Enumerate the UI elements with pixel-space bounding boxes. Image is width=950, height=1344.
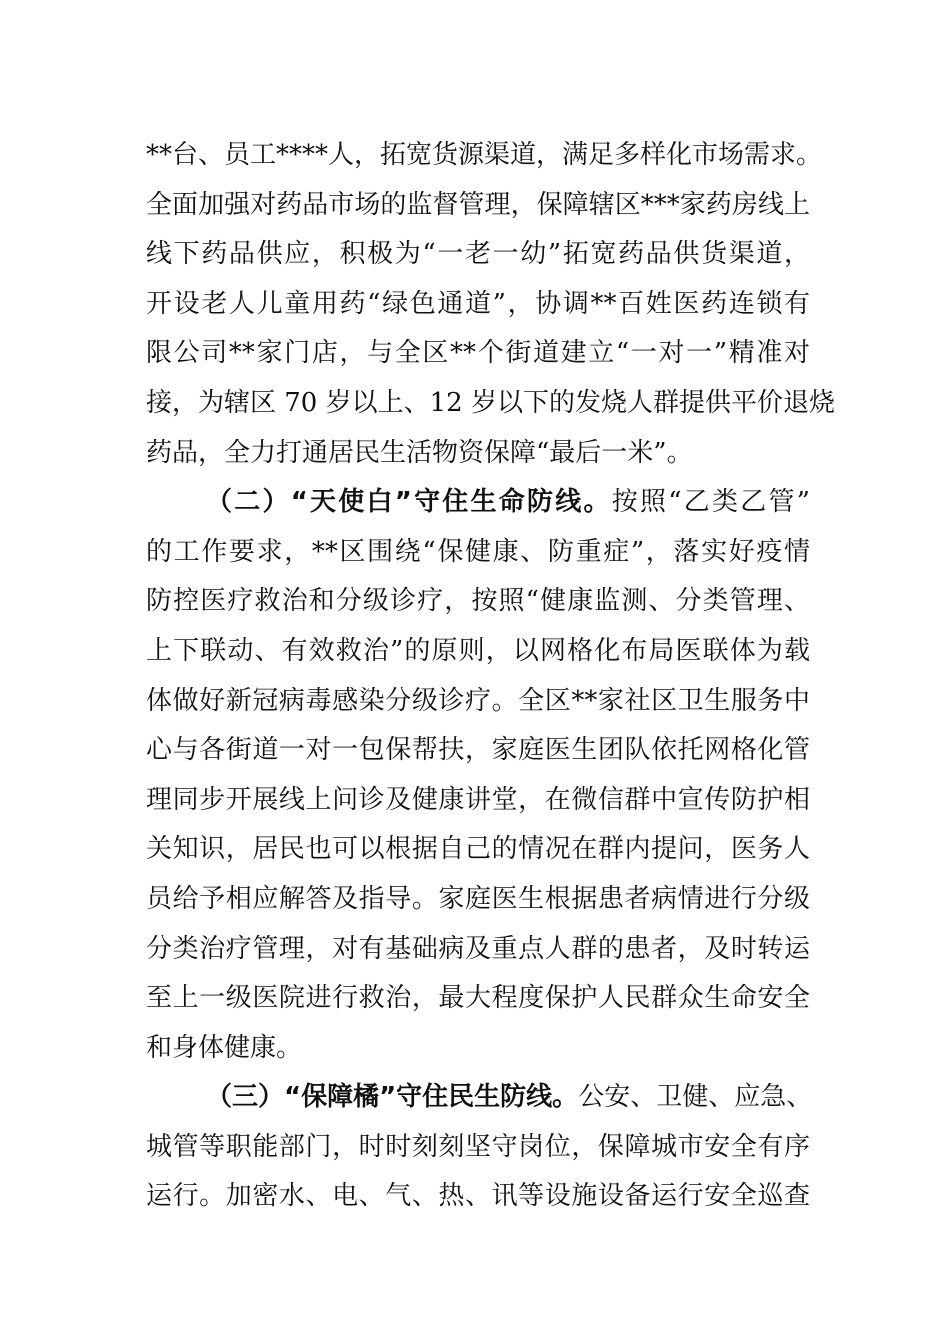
- paragraph-text: 按照“乙类乙管”: [611, 487, 810, 518]
- paragraph-text: 公安、卫健、应急、: [578, 1082, 813, 1113]
- paragraph-line: 运行。加密水、电、气、热、讯等设施设备运行安全巡查: [146, 1181, 810, 1212]
- paragraph-2: [146, 478, 810, 1073]
- paragraph-line: 线下药品供应，积极为“一老一幼”拓宽药品供货渠道，: [146, 239, 810, 270]
- paragraph-line: 理同步开展线上问诊及健康讲堂，在微信群中宣传防护相: [146, 784, 810, 815]
- paragraph-line: 城管等职能部门，时时刻刻坚守岗位，保障城市安全有序: [146, 1131, 810, 1162]
- paragraph-line: 接，为辖区 70 岁以上、12 岁以下的发烧人群提供平价退烧: [146, 387, 835, 418]
- section-heading: （二）“天使白”守住生命防线。: [206, 487, 612, 518]
- paragraph-line: **台、员工****人，拓宽货源渠道，满足多样化市场需求。: [146, 140, 823, 170]
- paragraph-line: 和身体健康。: [146, 1032, 303, 1063]
- paragraph-line: 体做好新冠病毒感染分级诊疗。全区**家社区卫生服务中: [146, 685, 810, 716]
- paragraph-line: 的工作要求，**区围绕“保健康、防重症”，落实好疫情: [146, 536, 810, 567]
- paragraph-line: 全面加强对药品市场的监督管理，保障辖区***家药房线上: [146, 189, 810, 220]
- paragraph-line: 员给予相应解答及指导。家庭医生根据患者病情进行分级: [146, 883, 810, 914]
- paragraph-line: 开设老人儿童用药“绿色通道”，协调**百姓医药连锁有: [146, 288, 810, 319]
- paragraph-line: 上下联动、有效救治”的原则，以网格化布局医联体为载: [146, 635, 810, 666]
- section-heading: （三）“保障橘”守住民生防线。: [206, 1082, 579, 1113]
- paragraph-line: 关知识，居民也可以根据自己的情况在群内提问，医务人: [146, 834, 810, 865]
- paragraph-3: [146, 1073, 813, 1222]
- paragraph-first-line: [146, 478, 810, 528]
- paragraph-line: 药品，全力打通居民生活物资保障“最后一米”。: [146, 437, 693, 468]
- paragraph-line: 限公司**家门店，与全区**个街道建立“一对一”精准对: [146, 338, 810, 369]
- document-body: [146, 131, 835, 1222]
- paragraph-line: 心与各街道一对一包保帮扶，家庭医生团队依托网格化管: [146, 735, 810, 766]
- paragraph-line: 分类治疗管理，对有基础病及重点人群的患者，及时转运: [146, 933, 810, 964]
- paragraph-first-line: [146, 1073, 813, 1123]
- paragraph-line: 防控医疗救治和分级诊疗，按照“健康监测、分类管理、: [146, 586, 810, 617]
- paragraph-line: 至上一级医院进行救治，最大程度保护人民群众生命安全: [146, 983, 810, 1014]
- paragraph-1: [146, 131, 835, 478]
